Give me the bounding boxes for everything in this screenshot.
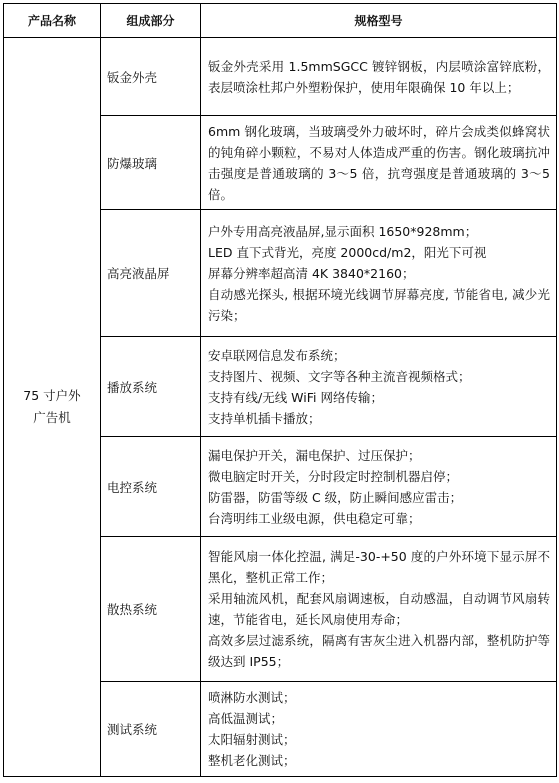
spec-line: 整机老化测试；: [208, 753, 296, 768]
spec-line: 台湾明纬工业级电源，供电稳定可靠；: [208, 510, 421, 526]
component-name: 钣金外壳: [101, 38, 201, 116]
spec-cell: [201, 210, 557, 337]
header-row: [4, 4, 557, 38]
header-component: 组成部分: [101, 4, 201, 38]
spec-line: 高低温测试；: [208, 711, 284, 726]
component-name: 防爆玻璃: [101, 116, 201, 210]
spec-line: 智能风扇一体化控温, 满足-30-+50 度的户外环境下显示屏不黑化，整机正常工作；: [208, 549, 550, 585]
component-name: 电控系统: [101, 437, 201, 537]
spec-line: 自动感光探头, 根据环境光线调节屏幕亮度, 节能省电, 减少光污染；: [208, 286, 550, 323]
spec-cell: [201, 537, 557, 682]
spec-line: 支持图片、视频、文字等各种主流音视频格式；: [208, 368, 471, 384]
header-spec: 规格型号: [201, 4, 557, 38]
spec-text: 钣金外壳采用 1.5mmSGCC 镀锌钢板，内层喷涂富锌底粉，表层喷涂杜邦户外塑粉保护，使用年限确保 10 年以上；: [208, 58, 550, 95]
product-name-line1: 75 寸户外: [23, 388, 81, 403]
header-product-name: 产品名称: [4, 4, 101, 38]
component-name: 散热系统: [101, 537, 201, 682]
spec-line: 喷淋防水测试；: [208, 690, 296, 705]
component-name: 高亮液晶屏: [101, 210, 201, 337]
spec-table: [3, 3, 557, 777]
spec-line: 防雷器，防雷等级 C 级，防止瞬间感应雷击；: [208, 489, 463, 505]
spec-line: 安卓联网信息发布系统；: [208, 347, 346, 363]
spec-line: 支持单机插卡播放；: [208, 410, 321, 426]
component-name: 测试系统: [101, 682, 201, 777]
spec-cell: [201, 682, 557, 777]
spec-line: 支持有线/无线 WiFi 网络传输；: [208, 389, 383, 405]
product-name-line2: 广告机: [33, 410, 71, 425]
spec-line: 采用轴流风机，配套风扇调速板，自动感温，自动调节风扇转速，节能省电，延长风扇使用寿命；: [208, 591, 550, 627]
spec-cell: [201, 437, 557, 537]
spec-text: 6mm 钢化玻璃，当玻璃受外力破坏时，碎片会成类似蜂窝状的钝角碎小颗粒，不易对人体造成严重的伤害。钢化玻璃抗冲击强度是普通玻璃的 3～5 倍，抗弯强度是普通玻璃的 3～5 倍。: [208, 123, 550, 202]
spec-line: 太阳辐射测试；: [208, 732, 296, 747]
spec-cell: [201, 116, 557, 210]
spec-line: 屏幕分辨率超高清 4K 3840*2160；: [208, 265, 415, 281]
spec-line: LED 直下式背光，亮度 2000cd/m2，阳光下可视: [208, 244, 487, 260]
spec-line: 高效多层过滤系统，隔离有害灰尘进入机器内部，整机防护等级达到 IP55；: [208, 633, 550, 669]
product-name-cell: [4, 38, 101, 777]
component-name: 播放系统: [101, 337, 201, 437]
table-row: [4, 38, 557, 116]
spec-line: 户外专用高亮液晶屏,显示面积 1650*928mm；: [208, 223, 478, 239]
spec-line: 漏电保护开关，漏电保护、过压保护；: [208, 447, 421, 463]
spec-cell: [201, 337, 557, 437]
spec-line: 微电脑定时开关，分时段定时控制机器启停；: [208, 468, 459, 484]
spec-cell: [201, 38, 557, 116]
